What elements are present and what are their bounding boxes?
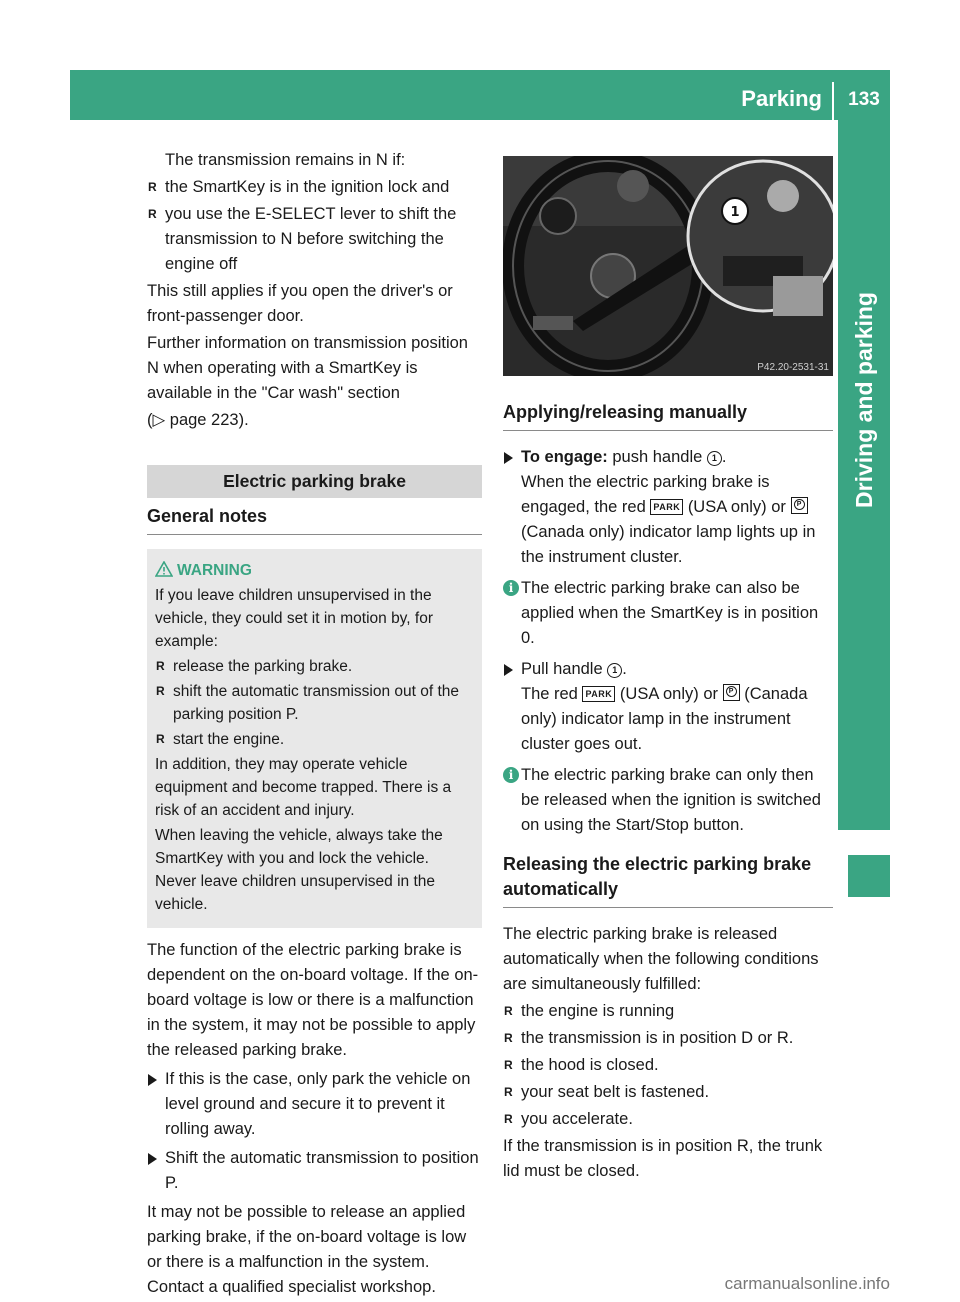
list-item: R the hood is closed. [503,1053,833,1078]
parking-brake-photo [503,156,833,376]
page-reference[interactable]: (▷ page 223). [147,411,249,429]
list-item: R the SmartKey is in the ignition lock and [147,175,482,200]
engage-detail: (Canada only) indicator lamp lights up in the instrument cluster. [521,523,816,566]
handle-number-icon: 1 [707,451,722,466]
photo-caption: P42.20-2531-31 [757,362,829,373]
info-icon: i [503,580,519,596]
page-number: 133 [848,89,880,110]
chapter-tab-label: Driving and parking [851,292,877,508]
right-column [503,156,833,1186]
park-lamp-icon: PARK [582,686,615,702]
park-lamp-icon: PARK [650,499,683,515]
header-divider [832,82,834,120]
step-arrow-icon [504,664,513,676]
section-band: Electric parking brake [147,465,482,498]
warning-triangle-icon [155,561,173,577]
warning-text: When leaving the vehicle, always take the SmartKey with you and lock the vehicle. Never leave children unsupervised in the vehicle. [155,827,443,913]
list-item: R shift the automatic transmission out of the parking position P. [155,680,474,726]
step-text: If this is the case, only park the vehicle on level ground and secure it to prevent it rolling away. [165,1070,471,1138]
paragraph: Further information on transmission position N when operating with a SmartKey is available in the "Car wash" section [147,334,468,402]
instruction-step [147,1067,482,1142]
step-arrow-icon [148,1153,157,1165]
pull-detail: The red [521,685,578,703]
watermark: carmanualsonline.info [724,1274,890,1293]
step-text: Shift the automatic transmission to position P. [165,1149,479,1192]
step-arrow-icon [504,452,513,464]
page-header [70,70,890,120]
subheading-general-notes: General notes [147,504,482,535]
paragraph: The function of the electric parking brake is dependent on the on-board voltage. If the on-board voltage is low or there is a malfunction in the system, it may not be possible to apply the released parking brake. [147,941,479,1059]
list-item: R the transmission is in position D or R. [503,1026,833,1051]
engage-detail: (USA only) or [687,498,786,516]
info-icon: i [503,767,519,783]
intro-text: The transmission remains in N if: [165,151,406,169]
warning-text: If you leave children unsupervised in the vehicle, they could set it in motion by, for example: [155,587,433,650]
paragraph: If the transmission is in position R, the trunk lid must be closed. [503,1137,823,1180]
info-note [503,763,833,838]
parking-brake-lamp-icon [723,684,740,701]
list-item: R you accelerate. [503,1107,833,1132]
engage-label: To engage: [521,448,608,466]
info-note [503,576,833,651]
chapter-marker [848,855,890,897]
step-arrow-icon [148,1074,157,1086]
parking-brake-lamp-icon [791,497,808,514]
subheading-releasing: Releasing the electric parking brake automatically [503,852,833,908]
pull-detail: (USA only) or [619,685,719,703]
paragraph: It may not be possible to release an applied parking brake, if the on-board voltage is low or there is a malfunction in the system. Contact a qualified specialist workshop. [147,1203,467,1296]
pull-text: Pull handle [521,660,603,678]
photo-callout-number: 1 [730,205,740,220]
handle-number-icon: 1 [607,663,622,678]
left-column [147,148,482,1302]
warning-text: In addition, they may operate vehicle equipment and become trapped. There is a risk of an accident and injury. [155,756,452,819]
warning-title [155,559,474,582]
section-title: Parking [741,86,822,111]
steering-wheel-illustration [503,156,833,376]
list-item: R start the engine. [155,728,474,751]
subheading-applying: Applying/releasing manually [503,400,833,431]
list-item: R you use the E-SELECT lever to shift the transmission to N before switching the engine off [147,202,482,277]
list-item: R the engine is running [503,999,833,1024]
warning-box [147,549,482,928]
pull-detail: (Canada only) indicator lamp in the instrument cluster goes out. [521,685,808,753]
info-text: The electric parking brake can only then be released when the ignition is switched on using the Start/Stop button. [521,766,821,834]
instruction-step: Pull handle 1 . The red PARK (USA only) or P (Canada only) indicator lamp in the instrument cluster goes out. [503,657,833,757]
paragraph: This still applies if you open the driver's or front-passenger door. [147,282,453,325]
warning-label: WARNING [177,562,252,579]
engage-text: push handle [612,448,703,466]
instruction-step: To engage: push handle 1 . When the electric parking brake is engaged, the red PARK (USA only) or P (Canada only) indicator lamp lights up in the instrument cluster. [503,445,833,570]
paragraph: The electric parking brake is released automatically when the following conditions are simultaneously fulfilled: [503,925,819,993]
engage-detail: When the electric parking brake is engaged, the red [521,473,770,516]
list-item: R release the parking brake. [155,655,474,678]
instruction-step [147,1146,482,1196]
info-text: The electric parking brake can also be applied when the SmartKey is in position 0. [521,579,819,647]
list-item: R your seat belt is fastened. [503,1080,833,1105]
